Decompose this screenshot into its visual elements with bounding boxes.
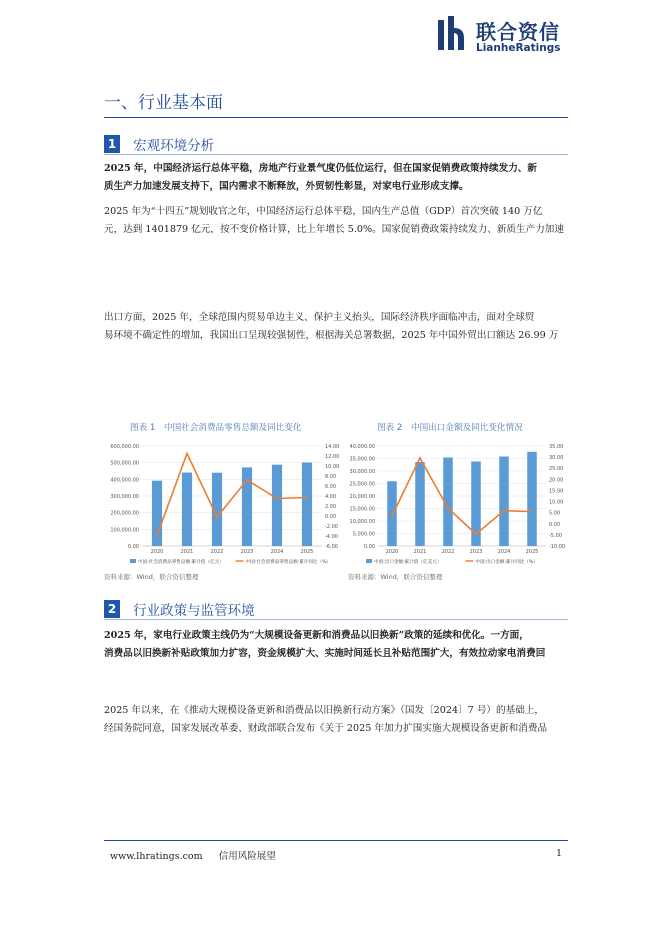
- x-tick-label: 2025: [300, 549, 314, 555]
- y-left-tick-label: 40,000.00: [349, 444, 375, 450]
- logo-english-text: LianheRatings: [476, 42, 561, 54]
- line-point: [186, 453, 188, 455]
- section-2-paragraph-policy: [104, 702, 568, 737]
- line-series: [157, 454, 307, 536]
- x-tick-label: 2023: [240, 549, 254, 555]
- section-1-paragraph-gdp: [104, 203, 568, 238]
- y-left-tick-label: 5,000.00: [352, 531, 375, 538]
- y-right-tick-label: 35.00: [549, 444, 564, 450]
- lianhe-logo: [436, 14, 566, 58]
- y-right-tick-label: 25.00: [549, 466, 564, 473]
- legend-line-label: 中国:社会消费品零售总额:累计同比（%）: [245, 560, 332, 565]
- lianhe-logo-icon: [436, 14, 466, 52]
- section-2-summary: [104, 627, 568, 662]
- figure-1-caption: 图表 1 中国社会消费品零售总额及同比变化: [130, 423, 302, 433]
- y-left-tick-label: 0.00: [127, 544, 139, 550]
- y-right-tick-label: 5.00: [549, 510, 561, 517]
- y-right-tick-label: 20.00: [549, 477, 564, 484]
- x-tick-label: 2021: [180, 549, 194, 555]
- y-left-tick-label: 15,000.00: [349, 506, 375, 513]
- y-right-tick-label: 30.00: [549, 455, 564, 462]
- line-point: [391, 515, 393, 517]
- line-point: [531, 511, 533, 513]
- y-right-tick-label: -10.00: [549, 544, 566, 550]
- footer-publication: 信用风险展望: [218, 851, 276, 862]
- line-point: [475, 533, 477, 535]
- y-right-tick-label: 0.00: [549, 521, 561, 528]
- y-left-tick-label: 200,000.00: [110, 510, 139, 517]
- y-right-tick-label: -5.00: [549, 532, 562, 539]
- y-right-tick-label: 10.00: [325, 464, 340, 470]
- y-right-tick-label: 8.00: [325, 474, 337, 480]
- x-tick-label: 2022: [441, 549, 455, 555]
- text-line: 经国务院同意，国家发展改革委、财政部联合发布《关于 2025 年加力扩围实施大规模设备更新和消费品: [104, 722, 548, 734]
- section-2-title: 行业政策与监管环境: [133, 602, 255, 619]
- line-point: [306, 497, 308, 499]
- y-right-tick-label: 6.00: [325, 484, 337, 490]
- section-2-heading: [104, 598, 255, 618]
- logo-chinese-text: 联合资信: [476, 20, 560, 44]
- y-left-tick-label: 400,000.00: [110, 477, 139, 484]
- footer-divider: [104, 840, 568, 841]
- section-1-heading: [104, 133, 214, 153]
- y-right-tick-label: 12.00: [325, 454, 340, 460]
- bar: [182, 473, 192, 546]
- legend-bar-swatch: [366, 559, 372, 563]
- y-left-tick-label: 20,000.00: [349, 494, 375, 500]
- export-amount-chart: [348, 438, 570, 576]
- text-line: 易环境不确定性的增加，我国出口呈现较强韧性，根据海关总署数据，2025 年中国外贸出口额达 26.99 万: [104, 329, 559, 341]
- text-line: 2025 年，中国经济运行总体平稳，房地产行业景气度仍低位运行，但在国家促销费政策持续发力、新: [104, 163, 537, 174]
- retail-sales-chart: [104, 438, 344, 576]
- y-right-tick-label: 2.00: [325, 504, 337, 510]
- y-left-tick-label: 35,000.00: [349, 456, 375, 463]
- y-left-tick-label: 0.00: [363, 544, 375, 550]
- x-tick-label: 2024: [270, 549, 284, 555]
- y-right-tick-label: -6.00: [325, 544, 338, 550]
- section-1-number: 1: [104, 135, 120, 153]
- text-line: 2025 年，家电行业政策主线仍为“大规模设备更新和消费品以旧换新”政策的延续和优化。一方面，: [104, 630, 529, 641]
- section-2-number: 2: [104, 600, 120, 618]
- figure-1-source: 资料来源：Wind，联合资信整理: [104, 573, 199, 581]
- y-right-tick-label: 15.00: [549, 488, 564, 495]
- section-2-underline: [104, 619, 568, 620]
- line-point: [246, 479, 248, 481]
- y-right-tick-label: 14.00: [325, 444, 340, 450]
- x-tick-label: 2020: [385, 549, 399, 555]
- x-tick-label: 2021: [413, 549, 427, 555]
- y-left-tick-label: 600,000.00: [110, 444, 139, 450]
- x-tick-label: 2020: [150, 549, 164, 555]
- section-1-underline: [104, 154, 568, 155]
- footer-website: www.lhratings.com: [110, 851, 203, 862]
- y-left-tick-label: 300,000.00: [110, 494, 139, 500]
- bar: [302, 462, 312, 546]
- y-left-tick-label: 100,000.00: [110, 527, 139, 534]
- line-point: [419, 457, 421, 459]
- bar: [415, 462, 425, 546]
- text-line: 消费品以旧换新补贴政策加力扩容，资金规模扩大、实施时间延长且补贴范围扩大，有效拉动家电消费回: [104, 647, 546, 659]
- section-1-title: 宏观环境分析: [133, 137, 215, 154]
- y-right-tick-label: 0.00: [325, 514, 337, 520]
- figure-2-source: 资料来源：Wind，联合资信整理: [348, 573, 443, 581]
- bar: [499, 457, 509, 547]
- x-tick-label: 2022: [210, 549, 224, 555]
- x-tick-label: 2025: [525, 549, 539, 555]
- text-line: 2025 年以来，在《推动大规模设备更新和消费品以旧换新行动方案》（国发〔2024〕7 号）的基础上，: [104, 705, 544, 716]
- y-left-tick-label: 25,000.00: [349, 481, 375, 488]
- x-tick-label: 2023: [469, 549, 483, 555]
- section-1-summary: [104, 160, 568, 195]
- section-1-paragraph-export: [104, 309, 568, 344]
- footer-left: [110, 848, 276, 862]
- bar: [387, 481, 397, 546]
- y-left-tick-label: 30,000.00: [349, 469, 375, 475]
- legend-line-label: 中国:出口金额:累计同比（%）: [475, 560, 538, 565]
- chapter-title: 一、行业基本面: [104, 93, 223, 113]
- y-left-tick-label: 10,000.00: [349, 519, 375, 525]
- bar: [272, 465, 282, 546]
- text-line: 质生产力加速发展支持下，国内需求不断释放，外贸韧性彰显，对家电行业形成支撑。: [104, 180, 469, 192]
- line-point: [216, 516, 218, 518]
- text-line: 2025 年为“十四五”规划收官之年，中国经济运行总体平稳，国内生产总值（GDP）首次突破 140 万亿: [104, 206, 543, 217]
- line-point: [276, 498, 278, 500]
- figure-2-caption: 图表 2 中国出口金额及同比变化情况: [377, 423, 523, 433]
- text-line: 元，达到 1401879 亿元，按不变价格计算，比上年增长 5.0%。国家促销费政策持续发力、新质生产力加速: [104, 223, 564, 235]
- legend-bar-label: 中国:出口金额:累计值（亿美元）: [374, 560, 442, 565]
- line-point: [447, 507, 449, 509]
- y-right-tick-label: -4.00: [325, 534, 338, 540]
- y-right-tick-label: 10.00: [549, 499, 564, 506]
- line-point: [156, 535, 158, 537]
- legend-bar-label: 中国:社会消费品零售总额:累计值（亿元）: [138, 560, 224, 565]
- y-left-tick-label: 500,000.00: [110, 460, 139, 467]
- chapter-underline: [104, 117, 568, 118]
- legend-bar-swatch: [130, 559, 136, 563]
- bar: [527, 452, 537, 546]
- y-right-tick-label: -2.00: [325, 524, 338, 530]
- line-point: [503, 510, 505, 512]
- text-line: 出口方面，2025 年，全球范围内贸易单边主义、保护主义抬头，国际经济秩序面临冲击，面对全球贸: [104, 312, 535, 323]
- page-number: 1: [556, 848, 563, 859]
- y-right-tick-label: 4.00: [325, 494, 337, 500]
- x-tick-label: 2024: [497, 549, 511, 555]
